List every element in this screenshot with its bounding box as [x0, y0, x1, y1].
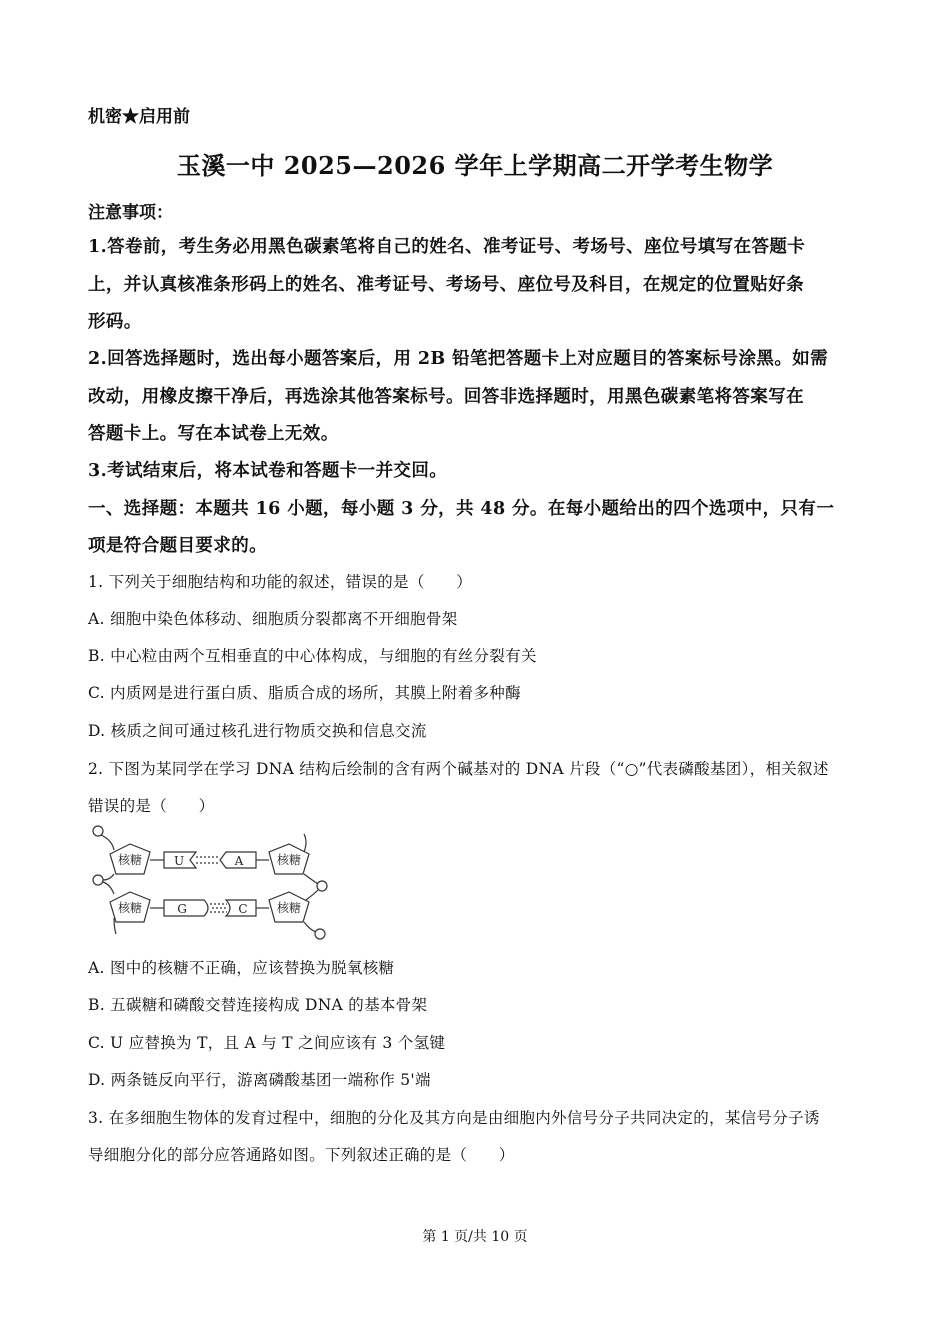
base-label-u: U: [173, 854, 185, 868]
question-1-option-b: B. 中心粒由两个互相垂直的中心体构成，与细胞的有丝分裂有关: [88, 647, 537, 665]
notice-line: 2.回答选择题时，选出每小题答案后，用 2B 铅笔把答题卡上对应题目的答案标号涂黑。如需: [88, 349, 829, 369]
sugar-label: 核糖: [117, 901, 143, 915]
notice-line: 改动，用橡皮擦干净后，再选涂其他答案标号。回答非选择题时，用黑色碳素笔将答案写在: [88, 387, 804, 407]
phosphate-circle: [93, 826, 103, 836]
sugar-label: 核糖: [276, 901, 302, 915]
phosphate-circle: [93, 875, 103, 885]
sugar-label: 核糖: [276, 853, 302, 867]
confidential-mark: 机密★启用前: [88, 107, 190, 127]
question-3-stem: 3. 在多细胞生物体的发育过程中，细胞的分化及其方向是由细胞内外信号分子共同决定的，某信号分子诱: [88, 1109, 820, 1127]
question-2-option-b: B. 五碳糖和磷酸交替连接构成 DNA 的基本骨架: [88, 996, 428, 1014]
phosphate-circle: [315, 929, 325, 939]
question-2-option-a: A. 图中的核糖不正确，应该替换为脱氧核糖: [88, 959, 395, 977]
dna-fragment-figure: [86, 822, 336, 946]
section-heading: 项是符合题目要求的。: [88, 536, 267, 556]
question-1-option-d: D. 核质之间可通过核孔进行物质交换和信息交流: [88, 722, 427, 740]
question-2-stem: 2. 下图为某同学在学习 DNA 结构后绘制的含有两个碱基对的 DNA 片段（“○”代表磷酸基团），相关叙述: [88, 760, 829, 778]
base-label-c: C: [238, 902, 248, 916]
question-1-option-a: A. 细胞中染色体移动、细胞质分裂都离不开细胞骨架: [88, 610, 458, 628]
base-label-g: G: [177, 902, 187, 916]
phosphate-circle: [317, 881, 327, 891]
notice-line: 3.考试结束后，将本试卷和答题卡一并交回。: [88, 461, 448, 481]
question-1-option-c: C. 内质网是进行蛋白质、脂质合成的场所，其膜上附着多种酶: [88, 684, 521, 702]
base-label-a: A: [234, 854, 244, 868]
question-2-stem: 错误的是（ ）: [88, 797, 215, 815]
notice-line: 上，并认真核准条形码上的姓名、准考证号、考场号、座位号及科目，在规定的位置贴好条: [88, 275, 804, 295]
section-heading: 一、选择题：本题共 16 小题，每小题 3 分，共 48 分。在每小题给出的四个选项中，只有一: [88, 499, 835, 519]
page-footer: 第 1 页/共 10 页: [422, 1229, 528, 1245]
question-2-option-d: D. 两条链反向平行，游离磷酸基团一端称作 5'端: [88, 1071, 431, 1089]
notice-line: 1.答卷前，考生务必用黑色碳素笔将自己的姓名、准考证号、考场号、座位号填写在答题卡: [88, 237, 806, 257]
question-1-stem: 1. 下列关于细胞结构和功能的叙述，错误的是（ ）: [88, 573, 473, 591]
notice-line: 形码。: [88, 312, 142, 332]
sugar-label: 核糖: [117, 853, 143, 867]
question-3-stem: 导细胞分化的部分应答通路如图。下列叙述正确的是（ ）: [88, 1146, 515, 1164]
page-title: 玉溪一中 2025—2026 学年上学期高二开学考生物学: [176, 151, 774, 180]
notice-heading: 注意事项：: [88, 203, 173, 223]
notice-line: 答题卡上。写在本试卷上无效。: [88, 424, 339, 444]
question-2-option-c: C. U 应替换为 T，且 A 与 T 之间应该有 3 个氢键: [88, 1034, 446, 1052]
